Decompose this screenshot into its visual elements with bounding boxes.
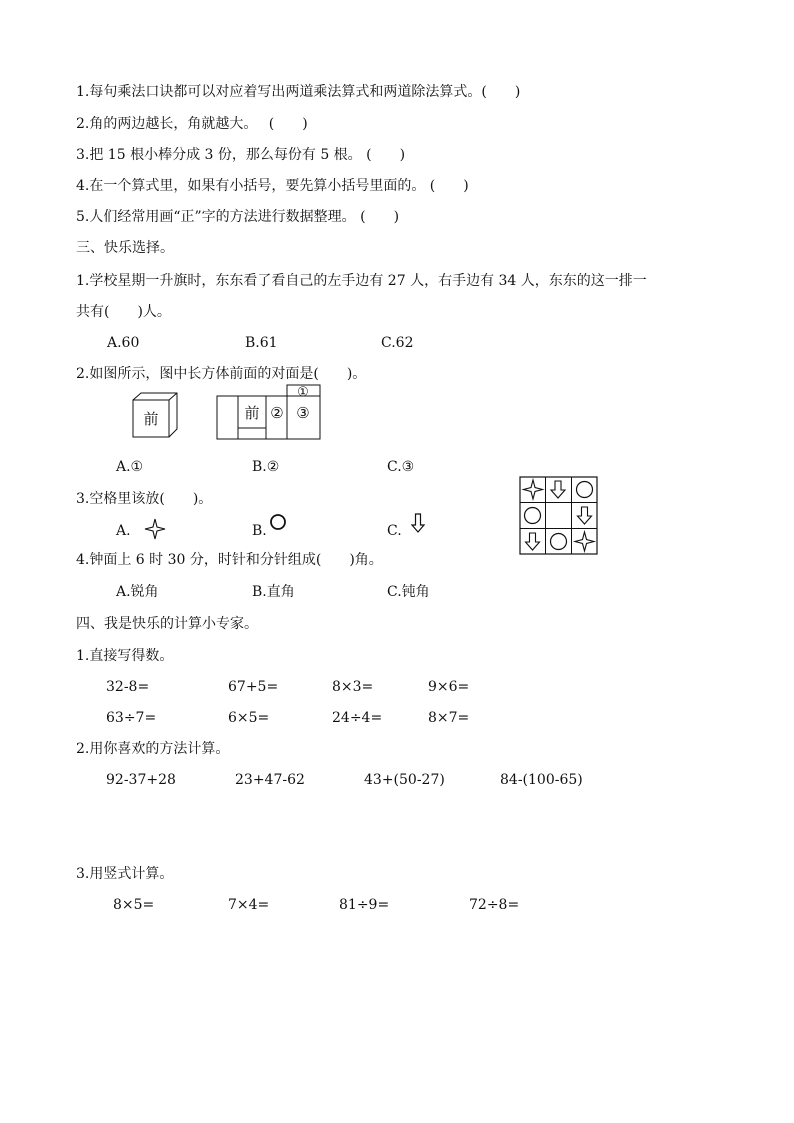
calc-2-item: 23+47-62 — [235, 772, 305, 788]
choice-q3-text: 3.空格里该放( )。 — [76, 491, 213, 507]
calc-1-item: 63÷7= — [106, 710, 157, 726]
choice-q2-text: 2.如图所示，图中长方体前面的对面是( )。 — [76, 366, 367, 382]
calc-1-item: 9×6= — [428, 679, 470, 695]
calc-3-item: 72÷8= — [469, 897, 520, 913]
pattern-grid — [519, 476, 598, 555]
grid-down-arrow-icon — [551, 481, 565, 498]
calc-1-item: 67+5= — [228, 679, 279, 695]
judgment-question-5: 5.人们经常用画“正”字的方法进行数据整理。 ( ) — [76, 209, 400, 225]
calc-3-item: 8×5= — [113, 897, 155, 913]
calc-1-item: 32-8= — [106, 679, 150, 695]
cuboid-figure — [130, 390, 180, 440]
choice-q1-line1: 1.学校星期一升旗时，东东看了看自己的左手边有 27 人，右手边有 34 人，东东的这一排一 — [76, 273, 647, 289]
calc-3-item: 7×4= — [228, 897, 270, 913]
star-icon — [144, 518, 166, 540]
calc-1-title: 1.直接写得数。 — [76, 648, 174, 664]
grid-circle-icon — [551, 534, 567, 550]
choice-q2-option-c: C.③ — [387, 459, 415, 475]
choice-q1-option-b: B.61 — [245, 335, 278, 351]
choice-q1-option-a: A.60 — [107, 335, 140, 351]
grid-circle-icon — [525, 508, 541, 524]
calc-2-item: 84-(100-65) — [500, 772, 583, 788]
calc-2-item: 92-37+28 — [106, 772, 176, 788]
choice-q3-option-c: C. — [387, 523, 402, 539]
calc-1-item: 24÷4= — [332, 710, 383, 726]
net-front-label: 前 — [244, 404, 260, 422]
calc-1-item: 6×5= — [228, 710, 270, 726]
calc-2-item: 43+(50-27) — [364, 772, 445, 788]
net-label-2: ② — [270, 404, 284, 422]
circle-icon — [269, 513, 287, 531]
choice-q4-text: 4.钟面上 6 时 30 分，时针和分针组成( )角。 — [76, 552, 383, 568]
calc-1-item: 8×7= — [428, 710, 470, 726]
choice-q4-option-a: A.锐角 — [116, 584, 159, 600]
cuboid-front-label: 前 — [143, 410, 159, 428]
down-arrow-icon — [411, 513, 425, 533]
calc-3-title: 3.用竖式计算。 — [76, 866, 174, 882]
choice-q1-line2: 共有( )人。 — [76, 304, 171, 320]
choice-q3-option-b: B. — [252, 523, 267, 539]
grid-circle-icon — [577, 482, 593, 498]
judgment-question-1: 1.每句乘法口诀都可以对应着写出两道乘法算式和两道除法算式。( ) — [76, 84, 521, 100]
cuboid-net-figure — [214, 384, 324, 446]
grid-star-icon — [575, 532, 594, 551]
judgment-question-4: 4.在一个算式里，如果有小括号，要先算小括号里面的。 ( ) — [76, 178, 469, 194]
grid-down-arrow-icon — [578, 507, 592, 524]
section-3-title: 三、快乐选择。 — [76, 240, 174, 256]
net-label-1: ① — [297, 385, 309, 400]
section-4-title: 四、我是快乐的计算小专家。 — [76, 616, 258, 632]
judgment-question-2: 2.角的两边越长，角就越大。 ( ) — [76, 116, 308, 132]
calc-3-item: 81÷9= — [339, 897, 390, 913]
choice-q4-option-b: B.直角 — [252, 584, 295, 600]
judgment-question-3: 3.把 15 根小棒分成 3 份，那么每份有 5 根。 ( ) — [76, 147, 406, 163]
grid-star-icon — [524, 480, 543, 499]
choice-q3-option-a: A. — [116, 523, 131, 539]
grid-down-arrow-icon — [526, 533, 540, 550]
choice-q1-option-c: C.62 — [381, 335, 414, 351]
calc-1-item: 8×3= — [332, 679, 374, 695]
choice-q2-option-a: A.① — [116, 459, 144, 475]
calc-2-title: 2.用你喜欢的方法计算。 — [76, 741, 230, 757]
choice-q4-option-c: C.钝角 — [387, 584, 430, 600]
choice-q2-option-b: B.② — [252, 459, 280, 475]
net-label-3: ③ — [296, 404, 310, 422]
